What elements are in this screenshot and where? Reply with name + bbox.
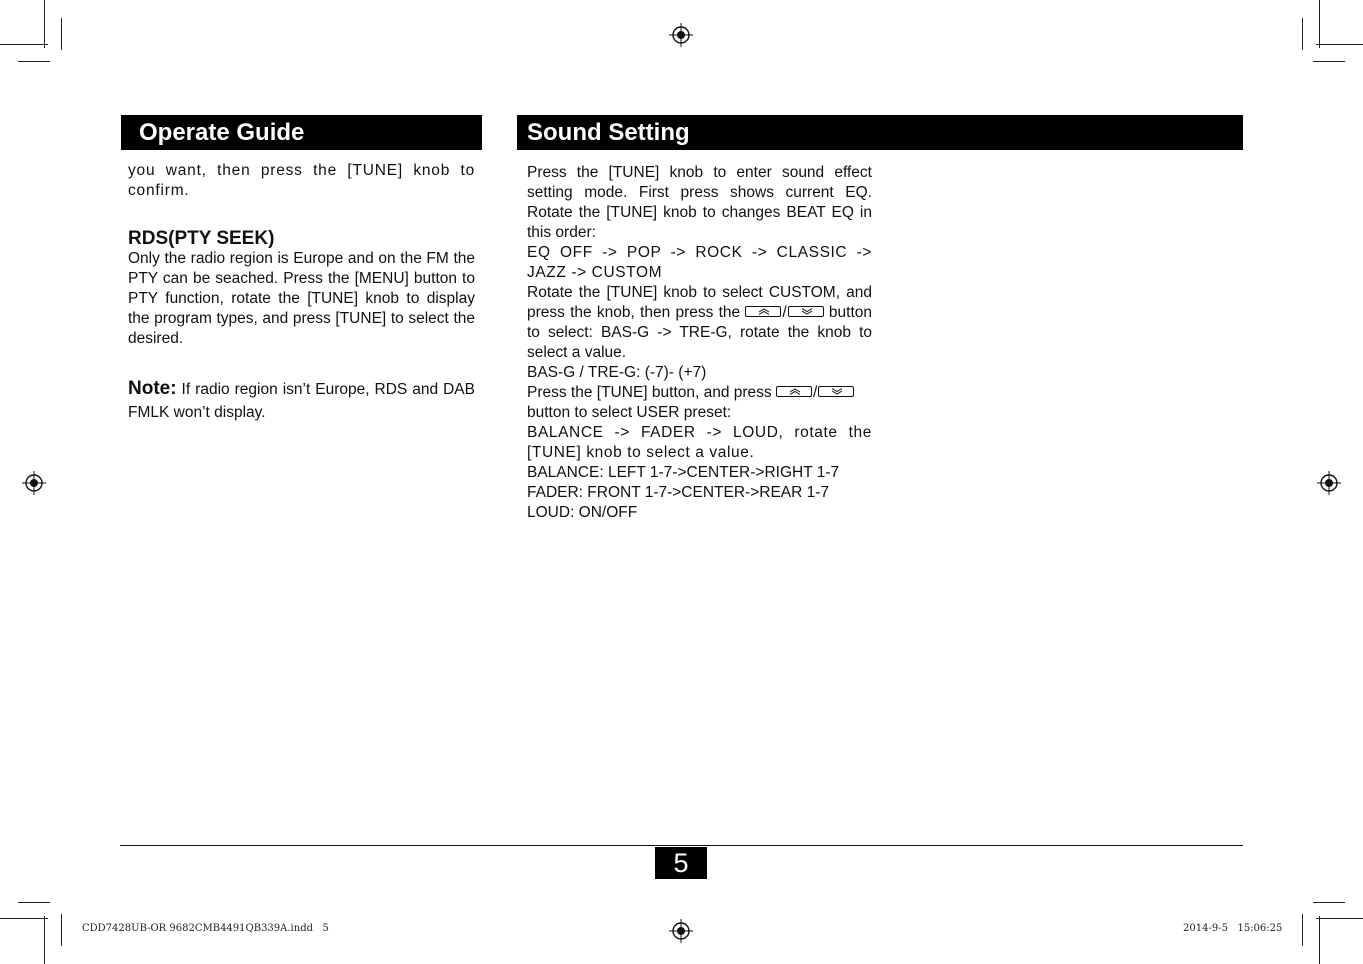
crop-mark [1313, 61, 1345, 62]
down-arrow-button-icon [788, 306, 824, 317]
rds-body: Only the radio region is Europe and on the FM the PTY can be seached. Press the [MENU] button to PTY function, rotate the [TUNE] knob to display the program types, and press [TUNE] to select the desired. [128, 250, 475, 347]
slug-datetime: 2014-9-5 15:06:25 [1183, 923, 1283, 934]
left-column [128, 161, 475, 424]
sound-intro: Press the [TUNE] knob to enter sound effect setting mode. First press shows current EQ. Rotate the [TUNE] knob to changes BEAT EQ in this order: [527, 164, 872, 241]
crop-mark [1316, 918, 1363, 919]
right-column [527, 163, 872, 523]
crop-mark [0, 44, 48, 45]
note-paragraph [128, 377, 475, 424]
footer-rule [120, 845, 1243, 846]
user-preset-instructions [527, 383, 872, 423]
down-arrow-button-icon [818, 386, 854, 397]
crop-mark [0, 918, 48, 919]
bas-tre-range: BAS-G / TRE-G: (-7)- (+7) [527, 364, 707, 381]
crop-mark [18, 61, 50, 62]
eq-order: EQ OFF -> POP -> ROCK -> CLASSIC -> JAZZ -> CUSTOM [527, 244, 872, 281]
operate-guide-header: Operate Guide [121, 115, 482, 150]
registration-mark-icon [669, 919, 693, 943]
crop-mark [1316, 44, 1363, 45]
note-text: If radio region isn’t Europe, RDS and DAB FMLK won’t display. [128, 381, 475, 421]
balance-values: BALANCE: LEFT 1-7->CENTER->RIGHT 1-7 [527, 464, 840, 481]
crop-mark [44, 0, 45, 48]
up-arrow-button-icon [745, 306, 781, 317]
slash-separator: / [782, 304, 787, 321]
crop-mark [1319, 916, 1320, 964]
crop-mark [1302, 18, 1303, 50]
custom-text-start: Rotate the [TUNE] knob to select CUSTOM, and press the knob, then press the [527, 284, 872, 321]
crop-mark [44, 916, 45, 964]
crop-mark [61, 914, 62, 946]
balance-fader-loud-instructions: BALANCE -> FADER -> LOUD, rotate the [TUNE] knob to select a value. [527, 424, 872, 461]
slash-separator: / [812, 384, 818, 401]
registration-mark-icon [669, 23, 693, 47]
registration-mark-icon [22, 471, 46, 495]
custom-text-end: button to select: BAS-G -> TRE-G, rotate the knob to select a value. [527, 304, 872, 361]
custom-instructions [527, 283, 872, 363]
crop-mark [18, 902, 50, 903]
crop-mark [61, 18, 62, 50]
slug-filename: CDD7428UB-OR 9682CMB4491QB339A.indd 5 [82, 923, 329, 934]
crop-mark [1319, 0, 1320, 48]
up-arrow-button-icon [776, 386, 812, 397]
crop-mark [1302, 914, 1303, 946]
page-number: 5 [655, 847, 707, 879]
preset-text-start: Press the [TUNE] button, and press [527, 384, 776, 401]
rds-heading: RDS(PTY SEEK) [128, 228, 275, 249]
note-label: Note: [128, 378, 177, 399]
registration-mark-icon [1317, 471, 1341, 495]
sound-setting-header: Sound Setting [517, 115, 1243, 150]
preset-text-end: button to select USER preset: [527, 404, 732, 421]
fader-values: FADER: FRONT 1-7->CENTER->REAR 1-7 [527, 484, 830, 501]
crop-mark [1313, 902, 1345, 903]
intro-text: you want, then press the [TUNE] knob to confirm. [128, 162, 475, 199]
loud-values: LOUD: ON/OFF [527, 504, 638, 521]
